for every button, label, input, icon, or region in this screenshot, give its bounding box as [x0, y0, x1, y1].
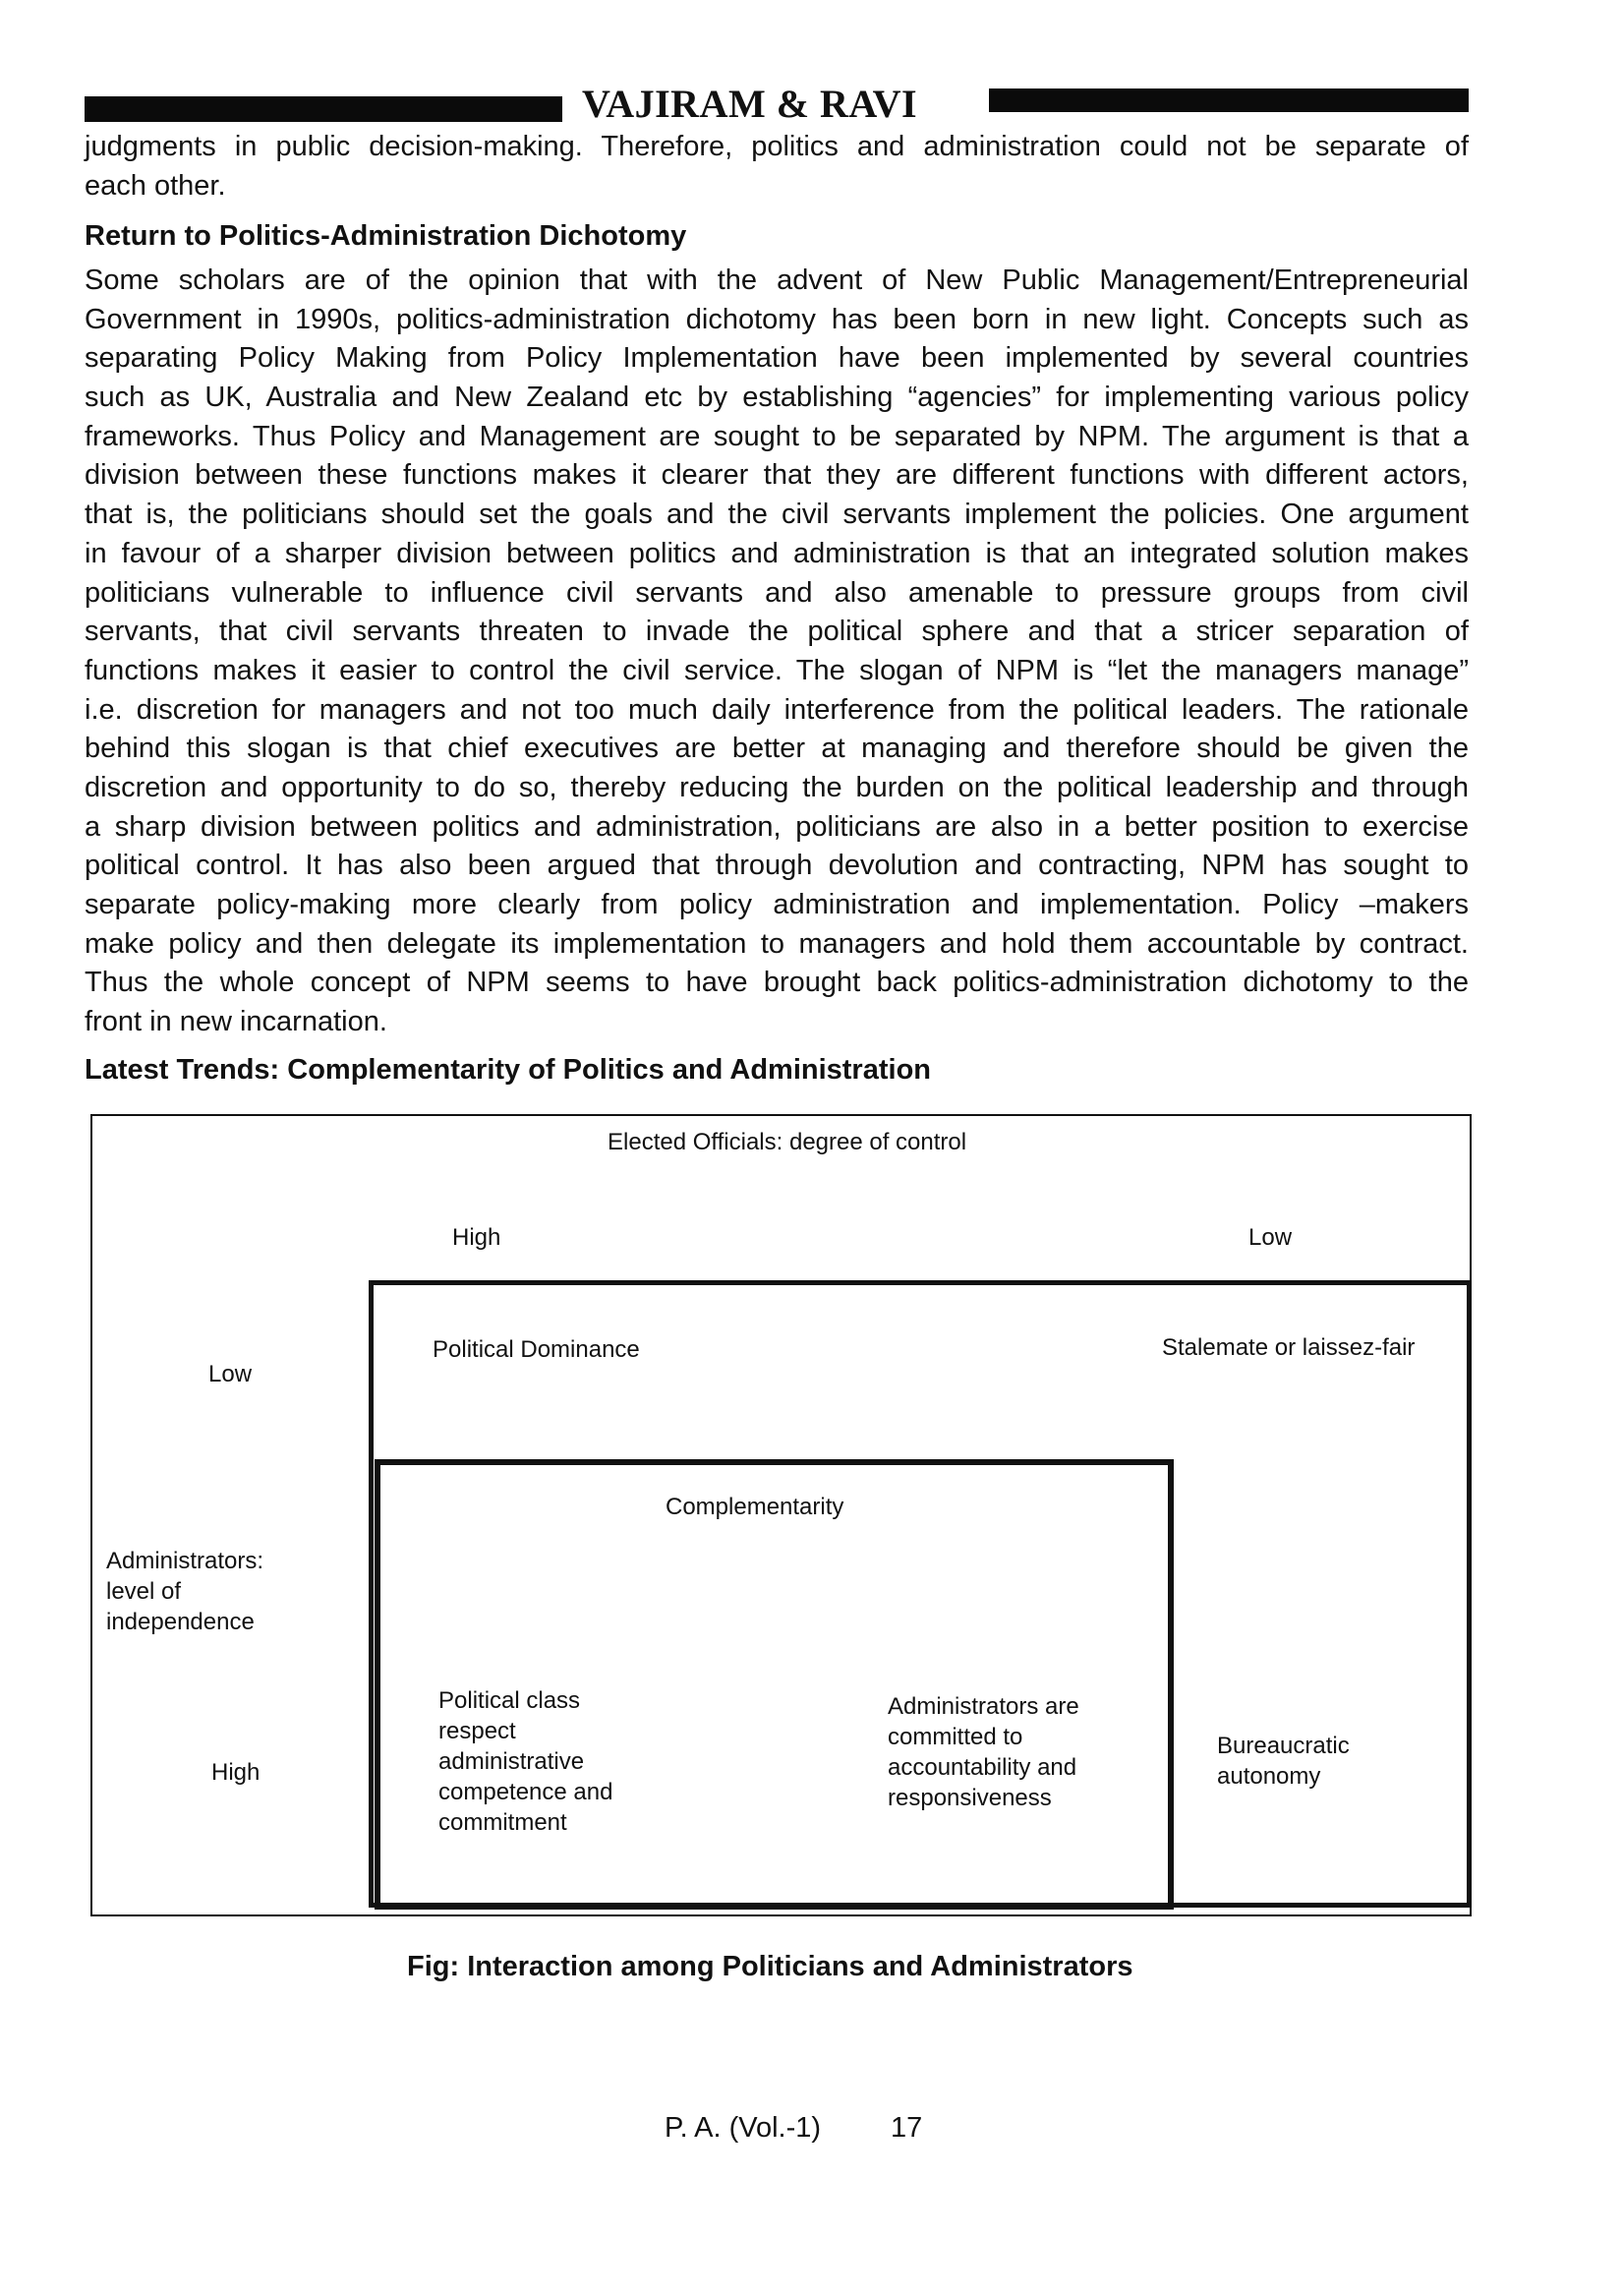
figure-caption: Fig: Interaction among Politicians and Administrators: [407, 1951, 1133, 1982]
complementarity-frame: [375, 1459, 1174, 1910]
note-line: Administrators are: [888, 1693, 1079, 1720]
bureaucratic-autonomy-note: [1217, 1731, 1350, 1792]
text-line: servants, that civil servants threaten to invade the political sphere and that a stricer separation of: [85, 616, 1469, 648]
political-class-note: [438, 1685, 612, 1838]
note-line: competence and: [438, 1779, 613, 1805]
text-line: make policy and then delegate its implementation to managers and hold them accountable by contract.: [85, 927, 1469, 960]
left-axis-low: Low: [208, 1361, 253, 1387]
text-line: functions makes it easier to control the civil service. The slogan of NPM is “let the managers manage”: [85, 654, 1469, 686]
section-heading-dichotomy: Return to Politics-Administration Dichotomy: [85, 220, 687, 252]
intro-paragraph: [85, 128, 1469, 206]
note-line: administrative: [438, 1748, 585, 1775]
page-number: 17: [891, 2112, 923, 2144]
text-line: in favour of a sharper division between politics and administration is that an integrated solution makes: [85, 537, 1469, 569]
text-line: i.e. discretion for managers and not too much daily interference from the political leaders. The rationale: [85, 693, 1469, 726]
note-line: Political class: [438, 1687, 581, 1714]
text-line: political control. It has also been argued that through devolution and contracting, NPM has sought to: [85, 850, 1469, 882]
top-axis-low: Low: [1248, 1224, 1293, 1251]
text-line: Some scholars are of the opinion that with the advent of New Public Management/Entrepreneurial: [85, 265, 1469, 296]
left-axis-title-line: independence: [106, 1609, 255, 1635]
text-line: each other.: [85, 169, 226, 202]
text-line: separate policy-making more clearly from policy administration and implementation. Policy –makers: [85, 889, 1469, 920]
note-line: respect: [438, 1718, 516, 1744]
top-axis-high: High: [452, 1224, 501, 1251]
text-line: Thus the whole concept of NPM seems to have brought back politics-administration dichotomy to the: [85, 967, 1469, 999]
note-line: Bureaucratic: [1217, 1733, 1350, 1759]
text-line: division between these functions makes it clearer that they are different functions with different actors,: [85, 459, 1469, 492]
text-line: a sharp division between politics and administration, politicians are also in a better position to exercise: [85, 810, 1469, 843]
text-line: behind this slogan is that chief executives are better at managing and therefore should be given the: [85, 733, 1469, 765]
section-heading-latest-trends: Latest Trends: Complementarity of Politics and Administration: [85, 1054, 931, 1086]
note-line: commitment: [438, 1809, 567, 1836]
complementarity-label: Complementarity: [666, 1494, 844, 1520]
left-axis-title: [106, 1546, 263, 1637]
left-axis-title-line: level of: [106, 1578, 182, 1605]
footer-volume: P. A. (Vol.-1): [665, 2112, 822, 2144]
brand-title: VAJIRAM & RAVI: [582, 82, 918, 126]
left-axis-high: High: [211, 1759, 261, 1786]
text-line: front in new incarnation.: [85, 1006, 387, 1038]
left-axis-title-line: Administrators:: [106, 1548, 264, 1574]
text-line: Government in 1990s, politics-administration dichotomy has been born in new light. Concepts such as: [85, 303, 1469, 335]
text-line: discretion and opportunity to do so, thereby reducing the burden on the political leadership and through: [85, 771, 1469, 803]
text-line: politicians vulnerable to influence civil servants and also amenable to pressure groups from civil: [85, 576, 1469, 609]
header-bar-left: [85, 96, 562, 122]
note-line: responsiveness: [888, 1785, 1052, 1811]
note-line: committed to: [888, 1724, 1023, 1750]
section-paragraph-dichotomy: [85, 262, 1469, 1042]
text-line: separating Policy Making from Policy Implementation have been implemented by several countries: [85, 342, 1469, 375]
political-dominance-label: Political Dominance: [433, 1336, 640, 1363]
text-line: judgments in public decision-making. Therefore, politics and administration could not be separate of: [85, 131, 1469, 162]
note-line: accountability and: [888, 1754, 1077, 1781]
text-line: such as UK, Australia and New Zealand etc by establishing “agencies” for implementing various policy: [85, 382, 1469, 414]
text-line: that is, the politicians should set the goals and the civil servants implement the policies. One argument: [85, 499, 1469, 531]
header-bar-right: [989, 88, 1469, 112]
note-line: autonomy: [1217, 1763, 1321, 1790]
top-axis-title: Elected Officials: degree of control: [608, 1129, 967, 1155]
text-line: frameworks. Thus Policy and Management are sought to be separated by NPM. The argument is that a: [85, 420, 1469, 452]
stalemate-label: Stalemate or laissez-fair: [1162, 1334, 1416, 1361]
administrators-note: [888, 1691, 1079, 1813]
